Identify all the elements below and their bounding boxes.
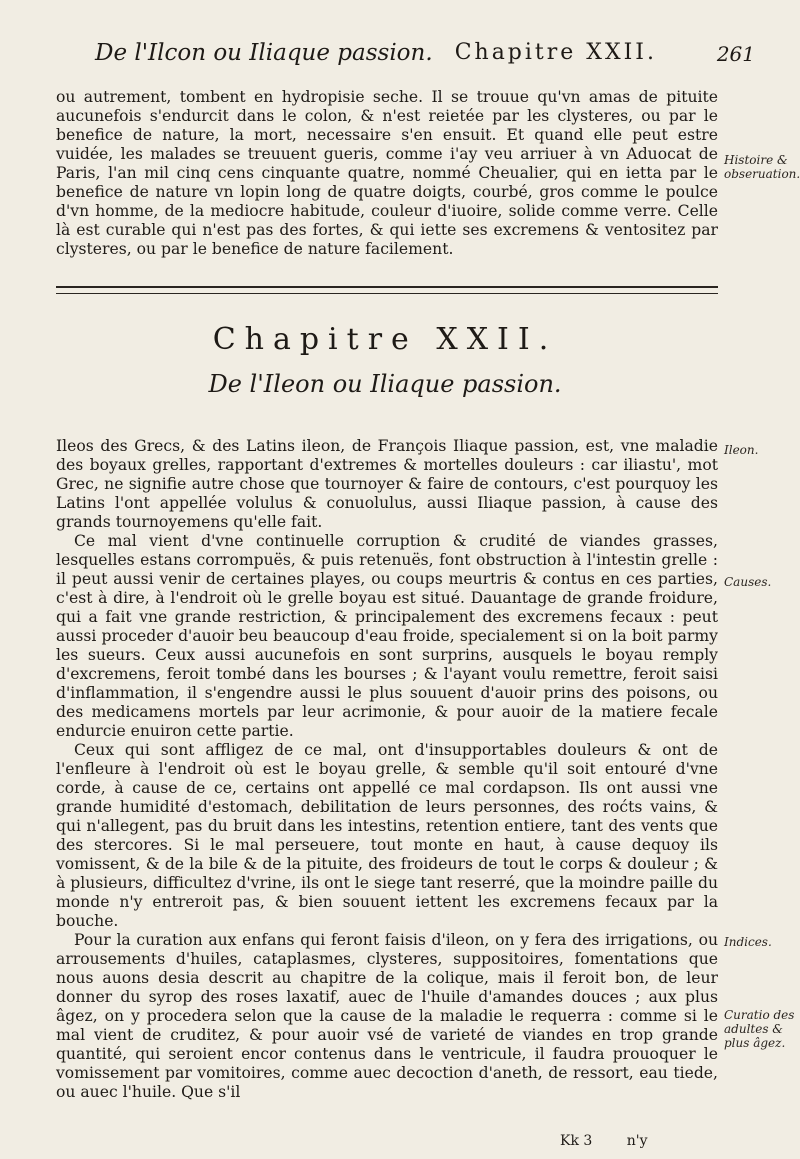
margin-note-causes: Causes. bbox=[724, 575, 772, 589]
continuation-text bbox=[56, 88, 718, 259]
chapter-title: Chapitre XXII. bbox=[212, 322, 558, 357]
paragraph: ou autrement, tombent en hydropisie seche. Il se trouue qu'vn amas de pituite aucunefois s'endurcit dans le colon, & n'est reietée par les clysteres, ou par le benefice de nature, la mort, necessaire s'en ensuit. Et quand elle peut estre vuidée, les malades se treuuent gueris, comme i'ay veu arriuer à vn Aduocat de Paris, l'an mil cinq cens cinquante quatre, nommé Cheualier, qui en ietta par le benefice de nature vn lopin long de quatre doigts, courbé, gros comme le poulce d'vn homme, de la mediocre habitude, couleur d'iuoire, solide comme verre. Celle là est curable qui n'est pas des fortes, & qui iette ses excremens & ventositez par clysteres, ou par le benefice de nature facilement. bbox=[56, 88, 718, 258]
paragraph-causes: Ce mal vient d'vne continuelle corruption & crudité de viandes grasses, lesquelles estans corrompuës, & puis retenuës, font obstruction à l'intestin grelle : il peut aussi venir de certaines playes, ou coups meurtris & contus en ces parties, c'est à dire, à l'endroit où le grelle boyau est situé. Dauantage de grande froidure, qui a fait vne grande restriction, & principalement des excremens fecaux : peut aussi proceder d'auoir beu beaucoup d'eau froide, specialement si on la boit parmy les sueurs. Ceux aussi aucunefois en sont surprins, ausquels le boyau remply d'excremens, feroit tombé dans les bourses ; & l'ayant voulu remettre, feroit saisi d'inflammation, il s'engendre aussi le plus souuent d'auoir prins des poisons, ou des medicamens mortels par leur acrimonie, & pour auoir de la matiere fecale endurcie enuiron cette partie. bbox=[56, 532, 718, 740]
chapter-subtitle: De l'Ileon ou Iliaque passion. bbox=[208, 370, 562, 398]
header-chapter: Chapitre XXII. bbox=[454, 40, 657, 65]
chapter-body bbox=[56, 437, 718, 1102]
catchword: n'y bbox=[626, 1133, 648, 1149]
margin-note-indices: Indices. bbox=[724, 935, 772, 949]
paragraph-indices: Ceux qui sont affligez de ce mal, ont d'insupportables douleurs & ont de l'enfleure à l'endroit où est le boyau grelle, & semble qu'il soit entouré d'vne corde, à cause de ce, certains ont appellé ce mal cordapson. Ils ont aussi vne grande humidité d'estomach, debilitation de leurs personnes, des roćts vains, & qui n'allegent, pas du bruit dans les intestins, retention entiere, tant des vents que des stercores. Si le mal perseuere, tout monte en haut, à cause dequoy ils vomissent, & de la bile & de la pituite, des froideurs de tout le corps & douleur ; & à plusieurs, difficultez d'vrine, ils ont le siege tant reserré, que la moindre paille du monde n'y entreroit pas, & bien souuent iettent les excremens fecaux par la bouche. bbox=[56, 741, 718, 930]
margin-note-curatio: Curatio des adultes & plus âgez. bbox=[724, 1008, 795, 1050]
signature-mark: Kk 3 bbox=[560, 1133, 593, 1149]
running-header bbox=[95, 40, 755, 74]
margin-note-histoire: Histoire & obseruation. bbox=[724, 153, 800, 181]
chapter-divider bbox=[56, 286, 718, 294]
page-number: 261 bbox=[716, 42, 755, 66]
paragraph-curation: Pour la curation aux enfans qui feront faisis d'ileon, on y fera des irrigations, ou arrousements d'huiles, cataplasmes, clysteres, suppositoires, fomentations que nous auons desia descrit au chapitre de la colique, mais il feroit bon, de leur donner du syrop des roses laxatif, auec de l'huile d'amandes douces ; aux plus âgez, on y procedera selon que la cause de la maladie le requerra : comme si le mal vient de cruditez, & pour auoir vsé de varieté de viandes en trop grande quantité, qui seroient encor contenus dans le ventricule, il faudra prouoquer le vomissement par vomitoires, comme auec decoction d'aneth, de ressort, eau tiede, ou auec l'huile. Que s'il bbox=[56, 931, 718, 1101]
page-footer bbox=[560, 1133, 678, 1149]
header-title: De l'Ilcon ou Iliaque passion. bbox=[95, 40, 433, 66]
paragraph-definition: Ileos des Grecs, & des Latins ileon, de François Iliaque passion, est, vne maladie des boyaux grelles, rapportant d'extremes & mortelles douleurs : car iliastu', mot Grec, ne signifie autre chose que tournoyer & faire de contours, c'est pourquoy les Latins l'ont appellée volulus & conuolulus, aussi Iliaque passion, à cause des grands tournoyemens qu'elle fait. bbox=[56, 437, 718, 531]
margin-note-ileon: Ileon. bbox=[724, 443, 759, 457]
